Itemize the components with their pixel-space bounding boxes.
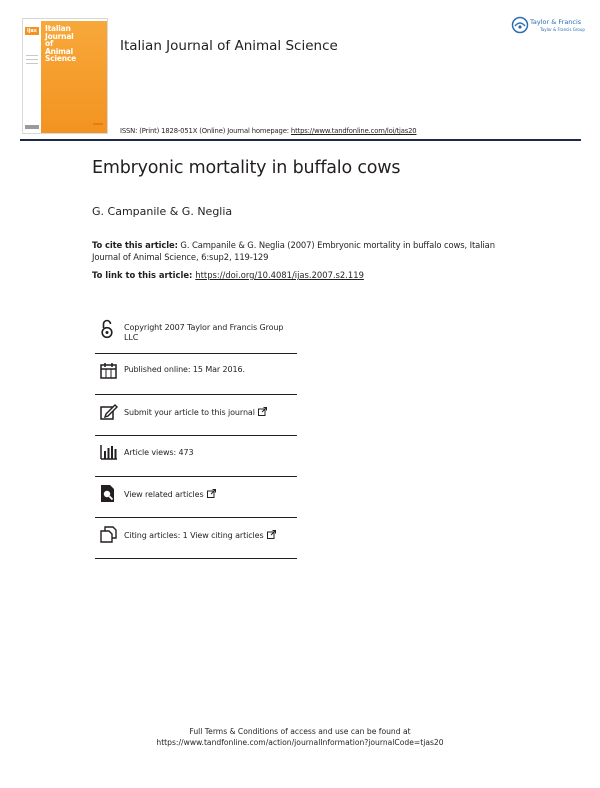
cite-text: G. Campanile & G. Neglia (2007) Embryonic mortality in buffalo cows, Italian Journal of Animal Science, 6:sup2, 119-129 <box>92 240 495 262</box>
list-item-related[interactable] <box>95 477 297 518</box>
journal-name[interactable]: Italian Journal of Animal Science <box>120 38 338 54</box>
article-info-list <box>95 313 297 559</box>
list-item-published <box>95 354 297 395</box>
article-title: Embryonic mortality in buffalo cows <box>92 158 401 178</box>
calendar-icon <box>100 362 117 379</box>
journal-cover <box>22 18 108 134</box>
issn-line <box>120 127 416 135</box>
cover-publisher-logo <box>25 125 39 129</box>
external-link-icon <box>207 489 216 498</box>
copyright-text: Copyright 2007 Taylor and Francis Group LLC <box>124 323 284 342</box>
bar-chart-icon <box>100 445 117 460</box>
publisher-group: Taylor & Francis Group <box>540 27 585 32</box>
citing-text[interactable]: Citing articles: 1 View citing articles <box>124 531 264 540</box>
doi-line <box>92 270 364 280</box>
publisher-name: Taylor & Francis <box>530 18 582 26</box>
list-item-submit[interactable] <box>95 395 297 436</box>
header-divider <box>20 139 581 141</box>
open-access-lock-icon <box>100 319 114 339</box>
footer <box>0 726 600 748</box>
cover-abbrev: ijas <box>27 28 37 34</box>
external-link-icon <box>258 407 267 416</box>
cover-barcode <box>93 123 103 125</box>
cite-label: To cite this article: <box>92 240 178 250</box>
article-authors[interactable]: G. Campanile & G. Neglia <box>92 205 233 218</box>
views-text: Article views: 473 <box>124 448 194 457</box>
doi-link[interactable]: https://doi.org/10.4081/ijas.2007.s2.119 <box>195 270 364 280</box>
cover-lines <box>26 55 38 67</box>
taylor-francis-logo-icon <box>511 16 529 34</box>
submit-text[interactable]: Submit your article to this journal <box>124 408 255 417</box>
cover-title: Italian Journal of Animal Science <box>45 24 76 63</box>
list-item-copyright <box>95 313 297 354</box>
cite-block <box>92 239 512 263</box>
external-link-icon <box>267 530 276 539</box>
citing-articles-icon <box>100 526 118 543</box>
doi-label: To link to this article: <box>92 270 196 280</box>
footer-terms-text: Full Terms & Conditions of access and use can be found at <box>189 727 411 736</box>
footer-journal-info-link[interactable]: https://www.tandfonline.com/action/journalInformation?journalCode=tjas20 <box>156 738 444 747</box>
issn-text: ISSN: (Print) 1828-051X (Online) Journal homepage: <box>120 127 291 135</box>
related-text[interactable]: View related articles <box>124 490 204 499</box>
edit-icon <box>100 403 118 420</box>
journal-homepage-link[interactable]: https://www.tandfonline.com/loi/tjas20 <box>290 127 417 135</box>
citing-articles-link[interactable] <box>124 530 296 541</box>
published-text: Published online: 15 Mar 2016. <box>124 365 245 374</box>
related-articles-link[interactable] <box>124 489 296 500</box>
search-document-icon <box>100 484 116 503</box>
submit-article-link[interactable] <box>124 407 296 418</box>
list-item-views <box>95 436 297 477</box>
list-item-citing[interactable] <box>95 518 297 559</box>
